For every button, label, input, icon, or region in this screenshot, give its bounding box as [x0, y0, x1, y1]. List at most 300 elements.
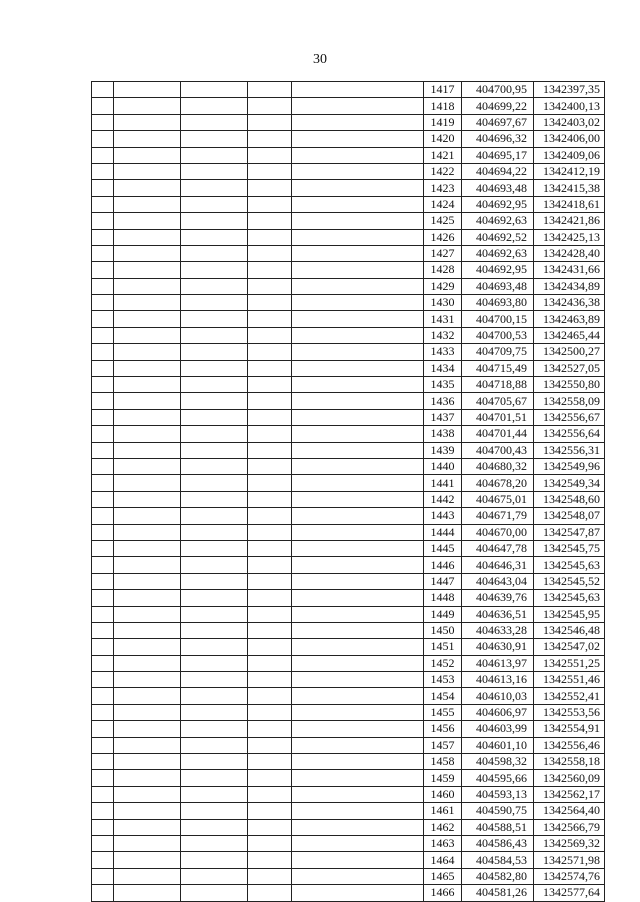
table-row: [92, 557, 605, 573]
point-number-cell: 1426: [424, 229, 462, 245]
table-row: [92, 262, 605, 278]
empty-cell: [181, 311, 248, 327]
empty-cell: [114, 508, 181, 524]
table-row: [92, 377, 605, 393]
empty-cell: [248, 540, 292, 556]
empty-cell: [248, 311, 292, 327]
x-coordinate-cell: 404588,51: [462, 819, 534, 835]
empty-cell: [248, 245, 292, 261]
empty-cell: [114, 311, 181, 327]
x-coordinate-cell: 404700,53: [462, 327, 534, 343]
y-coordinate-cell: 1342549,34: [534, 475, 605, 491]
point-number-cell: 1432: [424, 327, 462, 343]
point-number-cell: 1463: [424, 835, 462, 851]
empty-cell: [248, 639, 292, 655]
empty-cell: [92, 540, 114, 556]
empty-cell: [181, 327, 248, 343]
empty-cell: [92, 573, 114, 589]
empty-cell: [292, 524, 424, 540]
y-coordinate-cell: 1342428,40: [534, 245, 605, 261]
empty-cell: [292, 442, 424, 458]
table-row: [92, 754, 605, 770]
table-row: [92, 98, 605, 114]
x-coordinate-cell: 404709,75: [462, 344, 534, 360]
x-coordinate-cell: 404699,22: [462, 98, 534, 114]
empty-cell: [292, 163, 424, 179]
empty-cell: [181, 704, 248, 720]
empty-cell: [114, 262, 181, 278]
x-coordinate-cell: 404582,80: [462, 868, 534, 884]
empty-cell: [248, 229, 292, 245]
empty-cell: [292, 540, 424, 556]
empty-cell: [248, 754, 292, 770]
empty-cell: [292, 229, 424, 245]
point-number-cell: 1417: [424, 82, 462, 98]
point-number-cell: 1425: [424, 213, 462, 229]
empty-cell: [292, 835, 424, 851]
empty-cell: [248, 721, 292, 737]
table-row: [92, 344, 605, 360]
table-row: [92, 524, 605, 540]
y-coordinate-cell: 1342547,02: [534, 639, 605, 655]
empty-cell: [114, 885, 181, 901]
empty-cell: [92, 655, 114, 671]
y-coordinate-cell: 1342418,61: [534, 196, 605, 212]
empty-cell: [92, 327, 114, 343]
table-row: [92, 409, 605, 425]
empty-cell: [248, 458, 292, 474]
empty-cell: [181, 98, 248, 114]
x-coordinate-cell: 404633,28: [462, 622, 534, 638]
empty-cell: [181, 442, 248, 458]
empty-cell: [248, 524, 292, 540]
point-number-cell: 1462: [424, 819, 462, 835]
empty-cell: [181, 475, 248, 491]
empty-cell: [114, 770, 181, 786]
empty-cell: [114, 639, 181, 655]
y-coordinate-cell: 1342434,89: [534, 278, 605, 294]
empty-cell: [92, 114, 114, 130]
x-coordinate-cell: 404675,01: [462, 491, 534, 507]
point-number-cell: 1456: [424, 721, 462, 737]
point-number-cell: 1452: [424, 655, 462, 671]
x-coordinate-cell: 404693,48: [462, 180, 534, 196]
y-coordinate-cell: 1342551,46: [534, 672, 605, 688]
x-coordinate-cell: 404590,75: [462, 803, 534, 819]
empty-cell: [181, 360, 248, 376]
empty-cell: [292, 737, 424, 753]
x-coordinate-cell: 404613,16: [462, 672, 534, 688]
point-number-cell: 1421: [424, 147, 462, 163]
empty-cell: [292, 82, 424, 98]
y-coordinate-cell: 1342558,18: [534, 754, 605, 770]
x-coordinate-cell: 404595,66: [462, 770, 534, 786]
empty-cell: [181, 458, 248, 474]
empty-cell: [92, 557, 114, 573]
empty-cell: [114, 360, 181, 376]
empty-cell: [248, 852, 292, 868]
y-coordinate-cell: 1342550,80: [534, 377, 605, 393]
empty-cell: [114, 852, 181, 868]
empty-cell: [248, 786, 292, 802]
empty-cell: [181, 557, 248, 573]
empty-cell: [181, 508, 248, 524]
empty-cell: [92, 311, 114, 327]
empty-cell: [92, 147, 114, 163]
table-row: [92, 491, 605, 507]
y-coordinate-cell: 1342465,44: [534, 327, 605, 343]
point-number-cell: 1433: [424, 344, 462, 360]
y-coordinate-cell: 1342431,66: [534, 262, 605, 278]
x-coordinate-cell: 404692,95: [462, 196, 534, 212]
y-coordinate-cell: 1342552,41: [534, 688, 605, 704]
empty-cell: [92, 721, 114, 737]
point-number-cell: 1434: [424, 360, 462, 376]
empty-cell: [181, 688, 248, 704]
empty-cell: [248, 491, 292, 507]
point-number-cell: 1461: [424, 803, 462, 819]
empty-cell: [181, 803, 248, 819]
empty-cell: [248, 557, 292, 573]
empty-cell: [181, 245, 248, 261]
empty-cell: [92, 163, 114, 179]
point-number-cell: 1451: [424, 639, 462, 655]
empty-cell: [92, 704, 114, 720]
table-row: [92, 803, 605, 819]
empty-cell: [114, 819, 181, 835]
empty-cell: [248, 606, 292, 622]
empty-cell: [114, 524, 181, 540]
point-number-cell: 1420: [424, 131, 462, 147]
table-row: [92, 360, 605, 376]
table-row: [92, 82, 605, 98]
empty-cell: [248, 704, 292, 720]
empty-cell: [92, 262, 114, 278]
empty-cell: [292, 688, 424, 704]
empty-cell: [114, 213, 181, 229]
y-coordinate-cell: 1342500,27: [534, 344, 605, 360]
x-coordinate-cell: 404697,67: [462, 114, 534, 130]
empty-cell: [181, 639, 248, 655]
table-row: [92, 393, 605, 409]
y-coordinate-cell: 1342547,87: [534, 524, 605, 540]
table-row: [92, 688, 605, 704]
page-number: 30: [313, 52, 327, 67]
empty-cell: [114, 704, 181, 720]
x-coordinate-cell: 404636,51: [462, 606, 534, 622]
y-coordinate-cell: 1342545,95: [534, 606, 605, 622]
empty-cell: [92, 180, 114, 196]
point-number-cell: 1429: [424, 278, 462, 294]
empty-cell: [292, 393, 424, 409]
empty-cell: [92, 737, 114, 753]
empty-cell: [92, 852, 114, 868]
empty-cell: [248, 655, 292, 671]
empty-cell: [92, 98, 114, 114]
empty-cell: [248, 377, 292, 393]
x-coordinate-cell: 404701,44: [462, 426, 534, 442]
empty-cell: [248, 737, 292, 753]
empty-cell: [114, 180, 181, 196]
empty-cell: [248, 835, 292, 851]
empty-cell: [92, 360, 114, 376]
empty-cell: [92, 639, 114, 655]
empty-cell: [248, 278, 292, 294]
table-row: [92, 786, 605, 802]
empty-cell: [114, 458, 181, 474]
empty-cell: [181, 262, 248, 278]
empty-cell: [248, 475, 292, 491]
empty-cell: [181, 147, 248, 163]
empty-cell: [248, 82, 292, 98]
point-number-cell: 1418: [424, 98, 462, 114]
empty-cell: [248, 672, 292, 688]
empty-cell: [92, 622, 114, 638]
point-number-cell: 1419: [424, 114, 462, 130]
empty-cell: [92, 606, 114, 622]
empty-cell: [114, 131, 181, 147]
point-number-cell: 1439: [424, 442, 462, 458]
empty-cell: [114, 344, 181, 360]
empty-cell: [92, 229, 114, 245]
empty-cell: [292, 770, 424, 786]
empty-cell: [114, 835, 181, 851]
point-number-cell: 1438: [424, 426, 462, 442]
empty-cell: [181, 754, 248, 770]
empty-cell: [114, 442, 181, 458]
x-coordinate-cell: 404700,15: [462, 311, 534, 327]
empty-cell: [181, 295, 248, 311]
table-row: [92, 852, 605, 868]
empty-cell: [114, 163, 181, 179]
empty-cell: [292, 114, 424, 130]
empty-cell: [92, 868, 114, 884]
empty-cell: [92, 442, 114, 458]
point-number-cell: 1448: [424, 590, 462, 606]
x-coordinate-cell: 404606,97: [462, 704, 534, 720]
y-coordinate-cell: 1342556,31: [534, 442, 605, 458]
table-row: [92, 606, 605, 622]
x-coordinate-cell: 404593,13: [462, 786, 534, 802]
empty-cell: [92, 278, 114, 294]
empty-cell: [92, 458, 114, 474]
empty-cell: [248, 590, 292, 606]
y-coordinate-cell: 1342545,63: [534, 590, 605, 606]
table-row: [92, 704, 605, 720]
empty-cell: [181, 213, 248, 229]
empty-cell: [181, 835, 248, 851]
empty-cell: [181, 655, 248, 671]
empty-cell: [292, 573, 424, 589]
table-row: [92, 180, 605, 196]
empty-cell: [292, 508, 424, 524]
empty-cell: [114, 737, 181, 753]
empty-cell: [248, 295, 292, 311]
x-coordinate-cell: 404715,49: [462, 360, 534, 376]
table-row: [92, 147, 605, 163]
empty-cell: [292, 557, 424, 573]
x-coordinate-cell: 404613,97: [462, 655, 534, 671]
empty-cell: [181, 622, 248, 638]
point-number-cell: 1446: [424, 557, 462, 573]
empty-cell: [292, 672, 424, 688]
empty-cell: [181, 885, 248, 901]
x-coordinate-cell: 404639,76: [462, 590, 534, 606]
x-coordinate-cell: 404670,00: [462, 524, 534, 540]
empty-cell: [181, 606, 248, 622]
empty-cell: [114, 196, 181, 212]
table-row: [92, 245, 605, 261]
empty-cell: [248, 213, 292, 229]
empty-cell: [181, 393, 248, 409]
empty-cell: [181, 491, 248, 507]
x-coordinate-cell: 404694,22: [462, 163, 534, 179]
empty-cell: [114, 573, 181, 589]
table-row: [92, 868, 605, 884]
empty-cell: [114, 688, 181, 704]
x-coordinate-cell: 404598,32: [462, 754, 534, 770]
x-coordinate-cell: 404630,91: [462, 639, 534, 655]
y-coordinate-cell: 1342548,60: [534, 491, 605, 507]
empty-cell: [114, 245, 181, 261]
empty-cell: [292, 786, 424, 802]
y-coordinate-cell: 1342403,02: [534, 114, 605, 130]
empty-cell: [248, 147, 292, 163]
empty-cell: [92, 377, 114, 393]
x-coordinate-cell: 404718,88: [462, 377, 534, 393]
empty-cell: [114, 655, 181, 671]
point-number-cell: 1428: [424, 262, 462, 278]
empty-cell: [114, 295, 181, 311]
empty-cell: [248, 770, 292, 786]
empty-cell: [92, 770, 114, 786]
empty-cell: [181, 590, 248, 606]
y-coordinate-cell: 1342545,63: [534, 557, 605, 573]
y-coordinate-cell: 1342571,98: [534, 852, 605, 868]
y-coordinate-cell: 1342560,09: [534, 770, 605, 786]
empty-cell: [292, 622, 424, 638]
point-number-cell: 1465: [424, 868, 462, 884]
empty-cell: [181, 721, 248, 737]
empty-cell: [92, 885, 114, 901]
table-row: [92, 590, 605, 606]
point-number-cell: 1458: [424, 754, 462, 770]
table-row: [92, 426, 605, 442]
y-coordinate-cell: 1342412,19: [534, 163, 605, 179]
x-coordinate-cell: 404671,79: [462, 508, 534, 524]
x-coordinate-cell: 404695,17: [462, 147, 534, 163]
point-number-cell: 1466: [424, 885, 462, 901]
table-row: [92, 458, 605, 474]
y-coordinate-cell: 1342400,13: [534, 98, 605, 114]
table-row: [92, 721, 605, 737]
empty-cell: [114, 622, 181, 638]
point-number-cell: 1454: [424, 688, 462, 704]
empty-cell: [292, 213, 424, 229]
empty-cell: [181, 819, 248, 835]
empty-cell: [181, 409, 248, 425]
empty-cell: [181, 672, 248, 688]
empty-cell: [292, 754, 424, 770]
empty-cell: [292, 295, 424, 311]
table-row: [92, 885, 605, 901]
empty-cell: [292, 852, 424, 868]
x-coordinate-cell: 404680,32: [462, 458, 534, 474]
table-row: [92, 770, 605, 786]
table-row: [92, 114, 605, 130]
empty-cell: [92, 426, 114, 442]
empty-cell: [292, 458, 424, 474]
empty-cell: [92, 590, 114, 606]
table-row: [92, 213, 605, 229]
empty-cell: [292, 868, 424, 884]
empty-cell: [114, 491, 181, 507]
point-number-cell: 1445: [424, 540, 462, 556]
table-row: [92, 278, 605, 294]
empty-cell: [292, 655, 424, 671]
table-row: [92, 622, 605, 638]
x-coordinate-cell: 404705,67: [462, 393, 534, 409]
empty-cell: [114, 82, 181, 98]
x-coordinate-cell: 404692,63: [462, 245, 534, 261]
empty-cell: [181, 426, 248, 442]
empty-cell: [248, 131, 292, 147]
empty-cell: [181, 131, 248, 147]
y-coordinate-cell: 1342545,75: [534, 540, 605, 556]
empty-cell: [292, 426, 424, 442]
empty-cell: [181, 82, 248, 98]
x-coordinate-cell: 404647,78: [462, 540, 534, 556]
empty-cell: [114, 721, 181, 737]
point-number-cell: 1427: [424, 245, 462, 261]
empty-cell: [114, 114, 181, 130]
point-number-cell: 1450: [424, 622, 462, 638]
empty-cell: [92, 688, 114, 704]
x-coordinate-cell: 404700,43: [462, 442, 534, 458]
empty-cell: [248, 180, 292, 196]
coordinates-table: [91, 81, 605, 902]
x-coordinate-cell: 404692,95: [462, 262, 534, 278]
empty-cell: [181, 868, 248, 884]
empty-cell: [248, 327, 292, 343]
empty-cell: [248, 163, 292, 179]
point-number-cell: 1447: [424, 573, 462, 589]
empty-cell: [292, 704, 424, 720]
empty-cell: [92, 82, 114, 98]
y-coordinate-cell: 1342569,32: [534, 835, 605, 851]
y-coordinate-cell: 1342558,09: [534, 393, 605, 409]
empty-cell: [292, 262, 424, 278]
empty-cell: [92, 786, 114, 802]
table-row: [92, 672, 605, 688]
empty-cell: [181, 524, 248, 540]
empty-cell: [114, 377, 181, 393]
empty-cell: [181, 540, 248, 556]
empty-cell: [292, 147, 424, 163]
y-coordinate-cell: 1342397,35: [534, 82, 605, 98]
empty-cell: [114, 229, 181, 245]
empty-cell: [248, 98, 292, 114]
empty-cell: [248, 196, 292, 212]
y-coordinate-cell: 1342463,89: [534, 311, 605, 327]
empty-cell: [114, 786, 181, 802]
empty-cell: [114, 590, 181, 606]
y-coordinate-cell: 1342553,56: [534, 704, 605, 720]
point-number-cell: 1459: [424, 770, 462, 786]
empty-cell: [292, 180, 424, 196]
point-number-cell: 1441: [424, 475, 462, 491]
x-coordinate-cell: 404678,20: [462, 475, 534, 491]
